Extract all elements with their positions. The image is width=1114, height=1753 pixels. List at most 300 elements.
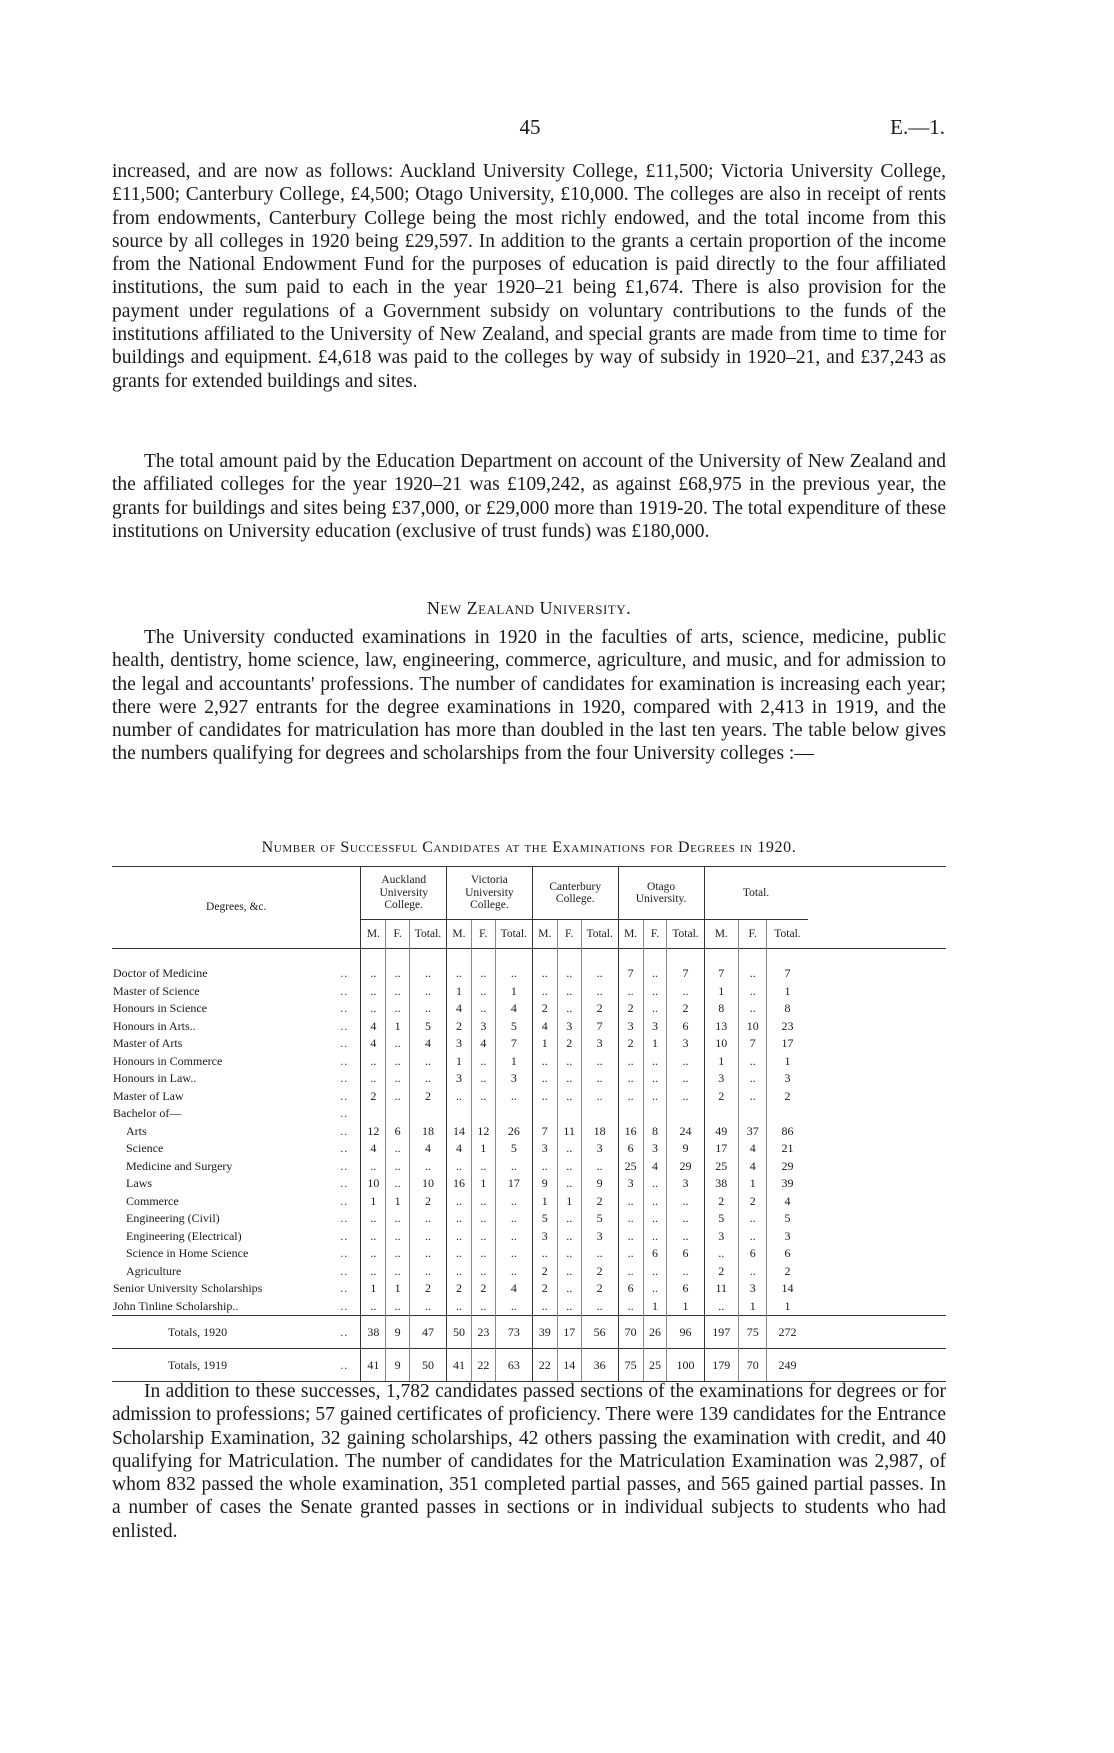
table-cell: 7 <box>581 1018 618 1036</box>
table-cell: 4 <box>643 1158 667 1176</box>
table-cell: .. <box>446 1298 471 1316</box>
row-label: Master of Arts <box>113 1036 183 1051</box>
table-margin-cell <box>808 1035 946 1053</box>
table-margin-cell <box>808 1000 946 1018</box>
table-cell: .. <box>667 1263 704 1281</box>
table-cell: .. <box>386 1140 410 1158</box>
table-cell: 4 <box>767 1193 808 1211</box>
table-cell: 2 <box>581 1193 618 1211</box>
table-cell: 5 <box>581 1210 618 1228</box>
sub-header-m: M. <box>361 920 386 949</box>
table-cell: .. <box>361 965 386 983</box>
table-cell: .. <box>532 1088 557 1106</box>
table-cell: .. <box>643 1070 667 1088</box>
spacer-cell <box>643 949 667 966</box>
row-label: Laws <box>126 1176 152 1191</box>
table-margin-cell <box>808 1053 946 1071</box>
table-cell: .. <box>557 1263 581 1281</box>
table-margin-cell <box>808 1123 946 1141</box>
table-row <box>112 1088 946 1106</box>
table-cell: 10 <box>738 1018 766 1036</box>
table-spacer <box>112 949 946 966</box>
sub-header-total: Total. <box>409 920 446 949</box>
row-label: Medicine and Surgery <box>126 1158 233 1173</box>
table-cell: 7 <box>618 965 643 983</box>
table-row <box>112 1280 946 1298</box>
sub-header-m: M. <box>618 920 643 949</box>
totals-cell: 56 <box>581 1316 618 1349</box>
table-row <box>112 1210 946 1228</box>
table-cell: .. <box>471 1210 495 1228</box>
table-cell: 2 <box>704 1193 738 1211</box>
table-cell: .. <box>471 1193 495 1211</box>
table-cell: .. <box>667 1070 704 1088</box>
table-cell: 25 <box>618 1158 643 1176</box>
table-cell: 3 <box>643 1140 667 1158</box>
table-margin-cell <box>808 965 946 983</box>
table-cell: 3 <box>704 1070 738 1088</box>
table-cell: 3 <box>446 1070 471 1088</box>
table-row <box>112 983 946 1001</box>
table-cell: 1 <box>471 1140 495 1158</box>
table-cell: .. <box>471 1070 495 1088</box>
table-cell: .. <box>581 965 618 983</box>
table-cell: 4 <box>446 1000 471 1018</box>
table-cell <box>532 1105 557 1123</box>
table-cell: 3 <box>532 1228 557 1246</box>
table-cell: .. <box>557 983 581 1001</box>
totals-cell: 73 <box>495 1316 532 1349</box>
table-cell: 2 <box>409 1088 446 1106</box>
table-cell: 1 <box>767 1298 808 1316</box>
row-label: Engineering (Civil) <box>126 1211 220 1226</box>
totals-cell: 75 <box>618 1349 643 1382</box>
table-cell: 3 <box>767 1228 808 1246</box>
table-cell: 7 <box>532 1123 557 1141</box>
table-cell <box>581 1105 618 1123</box>
group-header-canterbury <box>532 867 618 920</box>
row-label: Arts <box>126 1123 147 1138</box>
row-label: John Tinline Scholarship.. <box>113 1298 239 1313</box>
table-row <box>112 1298 946 1316</box>
table-cell <box>495 1105 532 1123</box>
spacer-cell <box>112 949 340 966</box>
table-cell: 11 <box>557 1123 581 1141</box>
table-cell: .. <box>667 983 704 1001</box>
table-cell: 1 <box>446 1053 471 1071</box>
table-cell: .. <box>618 1228 643 1246</box>
leader-dots: .. <box>340 1316 361 1349</box>
table-cell: .. <box>386 1070 410 1088</box>
table-cell: 9 <box>667 1140 704 1158</box>
sub-header-total: Total. <box>581 920 618 949</box>
table-cell: .. <box>386 1228 410 1246</box>
table-cell: 17 <box>495 1175 532 1193</box>
table-cell: .. <box>618 1298 643 1316</box>
table-cell: 5 <box>532 1210 557 1228</box>
table-cell: .. <box>361 1298 386 1316</box>
table-cell: .. <box>471 1263 495 1281</box>
table-cell: .. <box>446 1088 471 1106</box>
table-margin-cell <box>808 1263 946 1281</box>
table-cell: 10 <box>704 1035 738 1053</box>
spacer-cell <box>581 949 618 966</box>
group-line: College. <box>384 899 424 912</box>
table-margin-cell <box>808 1316 946 1349</box>
spacer-cell <box>808 949 946 966</box>
document-reference: E.—1. <box>890 115 945 139</box>
table-cell: 17 <box>704 1140 738 1158</box>
row-label: Science <box>126 1141 164 1156</box>
table-cell: 11 <box>704 1280 738 1298</box>
table-cell: .. <box>618 1245 643 1263</box>
totals-row <box>112 1349 946 1382</box>
totals-cell: 14 <box>557 1349 581 1382</box>
table-cell: 21 <box>767 1140 808 1158</box>
paragraph-funding: increased, and are now as follows: Auckland University College, £11,500; Victoria University College, £11,500; Canterbury College, £4,500; Otago University, £10,000. The colleges are also in receipt of rents from endowments, Canterbury College being the most richly endowed, and the total income from this source by all colleges in 1920 being £29,597. In addition to the grants a certain proportion of the income from the National Endowment Fund for the purposes of education is paid directly to the four affiliated institutions, the sum paid to each in the year 1920–21 being £1,674. There is also provision for the payment under regulations of a Government subsidy on voluntary contributions to the funds of the institutions affiliated to the University of New Zealand, and special grants are made from time to time for buildings and equipment. £4,618 was paid to the colleges by way of subsidy in 1920–21, and £37,243 as grants for extended buildings and sites. <box>112 161 946 392</box>
table-margin-cell <box>808 1018 946 1036</box>
table-cell: 2 <box>409 1280 446 1298</box>
table-cell: .. <box>557 1158 581 1176</box>
table-cell: 1 <box>532 1035 557 1053</box>
table-cell: 2 <box>704 1263 738 1281</box>
table-cell: .. <box>557 1175 581 1193</box>
spacer-cell <box>767 949 808 966</box>
spacer-cell <box>340 949 361 966</box>
table-cell: .. <box>738 1210 766 1228</box>
row-label: Commerce <box>126 1193 179 1208</box>
table-cell <box>471 1105 495 1123</box>
totals-cell: 75 <box>738 1316 766 1349</box>
table-cell: 2 <box>618 1000 643 1018</box>
table-cell: .. <box>495 1228 532 1246</box>
table-row <box>112 965 946 983</box>
table-cell: 2 <box>767 1088 808 1106</box>
table-cell: 3 <box>618 1018 643 1036</box>
table-cell: .. <box>446 1228 471 1246</box>
table-cell: 1 <box>446 983 471 1001</box>
row-label: Science in Home Science <box>126 1246 249 1261</box>
table-cell: .. <box>557 1245 581 1263</box>
table-cell: 4 <box>471 1035 495 1053</box>
table-cell: 3 <box>704 1228 738 1246</box>
table-cell <box>767 1105 808 1123</box>
table-cell: 1 <box>386 1280 410 1298</box>
totals-cell: 17 <box>557 1316 581 1349</box>
table-cell: .. <box>738 1000 766 1018</box>
table-cell: 2 <box>471 1280 495 1298</box>
totals-cell: 9 <box>386 1349 410 1382</box>
table-cell <box>557 1105 581 1123</box>
table-cell: 16 <box>446 1175 471 1193</box>
table-cell: 5 <box>409 1018 446 1036</box>
table-cell: .. <box>581 1070 618 1088</box>
table-cell: .. <box>471 1158 495 1176</box>
totals-cell: 179 <box>704 1349 738 1382</box>
table-cell: 6 <box>386 1123 410 1141</box>
table-cell: .. <box>643 965 667 983</box>
leader-dots: .. <box>340 1176 349 1191</box>
table-cell: .. <box>361 1000 386 1018</box>
table-cell: .. <box>471 1053 495 1071</box>
table-cell: .. <box>409 1000 446 1018</box>
table-cell: 1 <box>386 1193 410 1211</box>
table-cell: 1 <box>495 1053 532 1071</box>
table-cell: .. <box>738 1263 766 1281</box>
table-cell: .. <box>581 1245 618 1263</box>
totals-cell: 70 <box>618 1316 643 1349</box>
table-cell: .. <box>557 1228 581 1246</box>
totals-cell: 25 <box>643 1349 667 1382</box>
table-cell: .. <box>618 1210 643 1228</box>
table-cell: .. <box>643 1210 667 1228</box>
table-group-header <box>112 867 946 920</box>
table-cell: 2 <box>767 1263 808 1281</box>
table-cell: .. <box>581 983 618 1001</box>
table-cell: 2 <box>581 1280 618 1298</box>
table-cell: 3 <box>618 1175 643 1193</box>
table-body <box>112 949 946 1382</box>
table-cell: 9 <box>532 1175 557 1193</box>
table-cell: .. <box>495 1210 532 1228</box>
totals-cell: 70 <box>738 1349 766 1382</box>
table-cell: .. <box>446 1210 471 1228</box>
desc-header: Degrees, &c. <box>206 901 267 914</box>
leader-dots: .. <box>340 1088 349 1103</box>
table-cell: 6 <box>618 1280 643 1298</box>
table-row <box>112 1053 946 1071</box>
table-cell: .. <box>643 1175 667 1193</box>
leader-dots: .. <box>340 1106 349 1121</box>
table-cell: .. <box>386 1035 410 1053</box>
table-cell: 3 <box>471 1018 495 1036</box>
spacer-cell <box>361 949 386 966</box>
table-cell: .. <box>643 1193 667 1211</box>
table-cell: .. <box>643 1263 667 1281</box>
totals-cell: 22 <box>532 1349 557 1382</box>
table-cell: .. <box>495 1263 532 1281</box>
table-cell: 3 <box>643 1018 667 1036</box>
table-cell: 7 <box>767 965 808 983</box>
table-cell: .. <box>643 1280 667 1298</box>
table-cell: .. <box>618 1193 643 1211</box>
group-header-otago <box>618 867 704 920</box>
table-cell: .. <box>471 1088 495 1106</box>
table-cell: .. <box>386 1053 410 1071</box>
table-row <box>112 1000 946 1018</box>
table-cell: .. <box>361 1228 386 1246</box>
table-cell: .. <box>409 965 446 983</box>
sub-header-f: F. <box>471 920 495 949</box>
leader-dots: .. <box>340 1298 349 1313</box>
table-title: Number of Successful Candidates at the Examinations for Degrees in 1920. <box>261 839 797 856</box>
table-margin-cell <box>808 1088 946 1106</box>
leader-dots: .. <box>340 1193 349 1208</box>
table-cell: .. <box>386 965 410 983</box>
group-line: Canterbury <box>549 880 602 893</box>
sub-header-total: Total. <box>495 920 532 949</box>
sub-header-m: M. <box>704 920 738 949</box>
table-cell: 1 <box>643 1035 667 1053</box>
table-cell: 4 <box>361 1140 386 1158</box>
paragraph-additional-successes: In addition to these successes, 1,782 candidates passed sections of the examinations for degrees or for admission to professions; 57 gained certificates of proficiency. There were 139 candidates for the Entrance Scholarship Examination, 32 gaining scholarships, 42 others passing the examination with credit, and 40 qualifying for Matriculation. The number of candidates for the Matriculation Examination was 2,987, of whom 832 passed the whole examination, 351 completed partial passes, and 565 gained partial passes. In a number of cases the Senate granted passes in sections or in individual subjects to students who had enlisted. <box>112 1381 946 1542</box>
results-table <box>112 866 946 1382</box>
table-cell: .. <box>618 1070 643 1088</box>
group-line: University. <box>635 893 687 905</box>
table-cell: 12 <box>361 1123 386 1141</box>
totals-label: Totals, 1920 <box>112 1316 340 1349</box>
group-line: University <box>465 886 514 899</box>
table-cell: 2 <box>557 1035 581 1053</box>
table-cell: .. <box>446 965 471 983</box>
leader-dots: .. <box>340 1349 361 1382</box>
table-cell: 4 <box>409 1035 446 1053</box>
row-label: Senior University Scholarships <box>113 1281 263 1296</box>
table-cell <box>446 1105 471 1123</box>
totals-cell: 100 <box>667 1349 704 1382</box>
table-cell: 86 <box>767 1123 808 1141</box>
table-cell: .. <box>557 1000 581 1018</box>
table-cell: 5 <box>704 1210 738 1228</box>
table-cell: .. <box>471 965 495 983</box>
table-cell: .. <box>581 1158 618 1176</box>
leader-dots: .. <box>340 1263 349 1278</box>
spacer-cell <box>557 949 581 966</box>
table-cell: .. <box>581 1053 618 1071</box>
table-margin-cell <box>808 1245 946 1263</box>
table-cell <box>618 1105 643 1123</box>
table-cell: 3 <box>767 1070 808 1088</box>
table-row <box>112 1105 946 1123</box>
leader-dots: .. <box>340 1211 349 1226</box>
table-margin-cell <box>808 1280 946 1298</box>
totals-cell: 272 <box>767 1316 808 1349</box>
table-cell: .. <box>738 1228 766 1246</box>
table-cell: 1 <box>738 1298 766 1316</box>
group-line: Auckland <box>381 874 427 887</box>
table-cell: .. <box>532 983 557 1001</box>
table-cell: 2 <box>361 1088 386 1106</box>
table-cell: 1 <box>767 1053 808 1071</box>
paragraph-examinations: The University conducted examinations in 1920 in the faculties of arts, science, medicine, public health, dentistry, home science, law, engineering, commerce, agriculture, and music, and for admission to the legal and accountants' professions. The number of candidates for examination is increasing each year; there were 2,927 entrants for the degree examinations in 1920, compared with 2,413 in 1919, and the number of candidates for matriculation has more than doubled in the last ten years. The table below gives the numbers qualifying for degrees and scholarships from the four University colleges :— <box>112 627 946 765</box>
table-cell: 13 <box>704 1018 738 1036</box>
table-cell: .. <box>532 1053 557 1071</box>
table-cell: 1 <box>532 1193 557 1211</box>
totals-label: Totals, 1919 <box>112 1349 340 1382</box>
table-cell: .. <box>532 1070 557 1088</box>
table-row <box>112 1263 946 1281</box>
table-cell: .. <box>557 1298 581 1316</box>
table-cell: .. <box>386 1175 410 1193</box>
table-cell: 37 <box>738 1123 766 1141</box>
table-margin <box>808 867 946 949</box>
table-cell: 8 <box>704 1000 738 1018</box>
table-margin-cell <box>808 1298 946 1316</box>
table-cell: 3 <box>581 1228 618 1246</box>
table-cell: .. <box>738 1053 766 1071</box>
table-cell: 23 <box>767 1018 808 1036</box>
table-cell: .. <box>581 1298 618 1316</box>
table-cell: 1 <box>738 1175 766 1193</box>
table-cell: .. <box>386 1088 410 1106</box>
leader-dots: .. <box>340 966 349 981</box>
table-cell: 2 <box>581 1000 618 1018</box>
table-cell: 29 <box>767 1158 808 1176</box>
table-cell: .. <box>471 1228 495 1246</box>
table-cell: 3 <box>581 1035 618 1053</box>
table-cell: .. <box>704 1245 738 1263</box>
table-cell: 3 <box>667 1175 704 1193</box>
table-cell: .. <box>446 1263 471 1281</box>
table-cell: .. <box>386 1263 410 1281</box>
table-cell: 1 <box>767 983 808 1001</box>
table-cell: 2 <box>532 1280 557 1298</box>
table-cell: 1 <box>361 1193 386 1211</box>
table-cell: 6 <box>667 1018 704 1036</box>
table-cell: 1 <box>361 1280 386 1298</box>
table-cell: 4 <box>409 1140 446 1158</box>
table-cell: .. <box>738 1070 766 1088</box>
leader-dots: .. <box>340 1036 349 1051</box>
group-line: University <box>379 886 428 899</box>
row-label: Honours in Science <box>113 1001 207 1016</box>
table-cell: .. <box>471 983 495 1001</box>
totals-row <box>112 1316 946 1349</box>
table-cell: .. <box>361 1210 386 1228</box>
table-cell: 3 <box>495 1070 532 1088</box>
table-cell: .. <box>557 1210 581 1228</box>
group-line: Victoria <box>470 874 508 887</box>
spacer-cell <box>386 949 410 966</box>
table-cell: 8 <box>643 1123 667 1141</box>
table-cell: 4 <box>361 1035 386 1053</box>
table-cell: .. <box>409 1228 446 1246</box>
section-title: New Zealand University. <box>426 598 632 618</box>
table-cell: 2 <box>446 1280 471 1298</box>
table-row <box>112 1140 946 1158</box>
table-cell: .. <box>738 965 766 983</box>
totals-cell: 23 <box>471 1316 495 1349</box>
table-cell: 1 <box>471 1175 495 1193</box>
table-cell: .. <box>361 1245 386 1263</box>
row-label: Honours in Law.. <box>113 1071 197 1086</box>
table-cell: 29 <box>667 1158 704 1176</box>
table-cell: .. <box>532 1298 557 1316</box>
totals-cell: 197 <box>704 1316 738 1349</box>
row-label: Honours in Commerce <box>113 1053 223 1068</box>
table-cell: 2 <box>618 1035 643 1053</box>
group-header-auckland <box>361 867 447 920</box>
spacer-cell <box>495 949 532 966</box>
totals-cell: 41 <box>361 1349 386 1382</box>
table-cell: .. <box>361 1158 386 1176</box>
table-cell: 3 <box>557 1018 581 1036</box>
table-cell: 39 <box>767 1175 808 1193</box>
table-cell: .. <box>409 1298 446 1316</box>
table-cell: .. <box>471 1298 495 1316</box>
row-label: Agriculture <box>126 1263 182 1278</box>
table-cell: 3 <box>532 1140 557 1158</box>
table-row <box>112 1018 946 1036</box>
sub-header-total: Total. <box>667 920 704 949</box>
table-cell: 6 <box>667 1280 704 1298</box>
sub-header-total: Total. <box>767 920 808 949</box>
table-margin-cell <box>808 1349 946 1382</box>
table-margin-cell <box>808 1140 946 1158</box>
spacer-cell <box>532 949 557 966</box>
table-cell: .. <box>667 1193 704 1211</box>
table-cell: .. <box>738 983 766 1001</box>
